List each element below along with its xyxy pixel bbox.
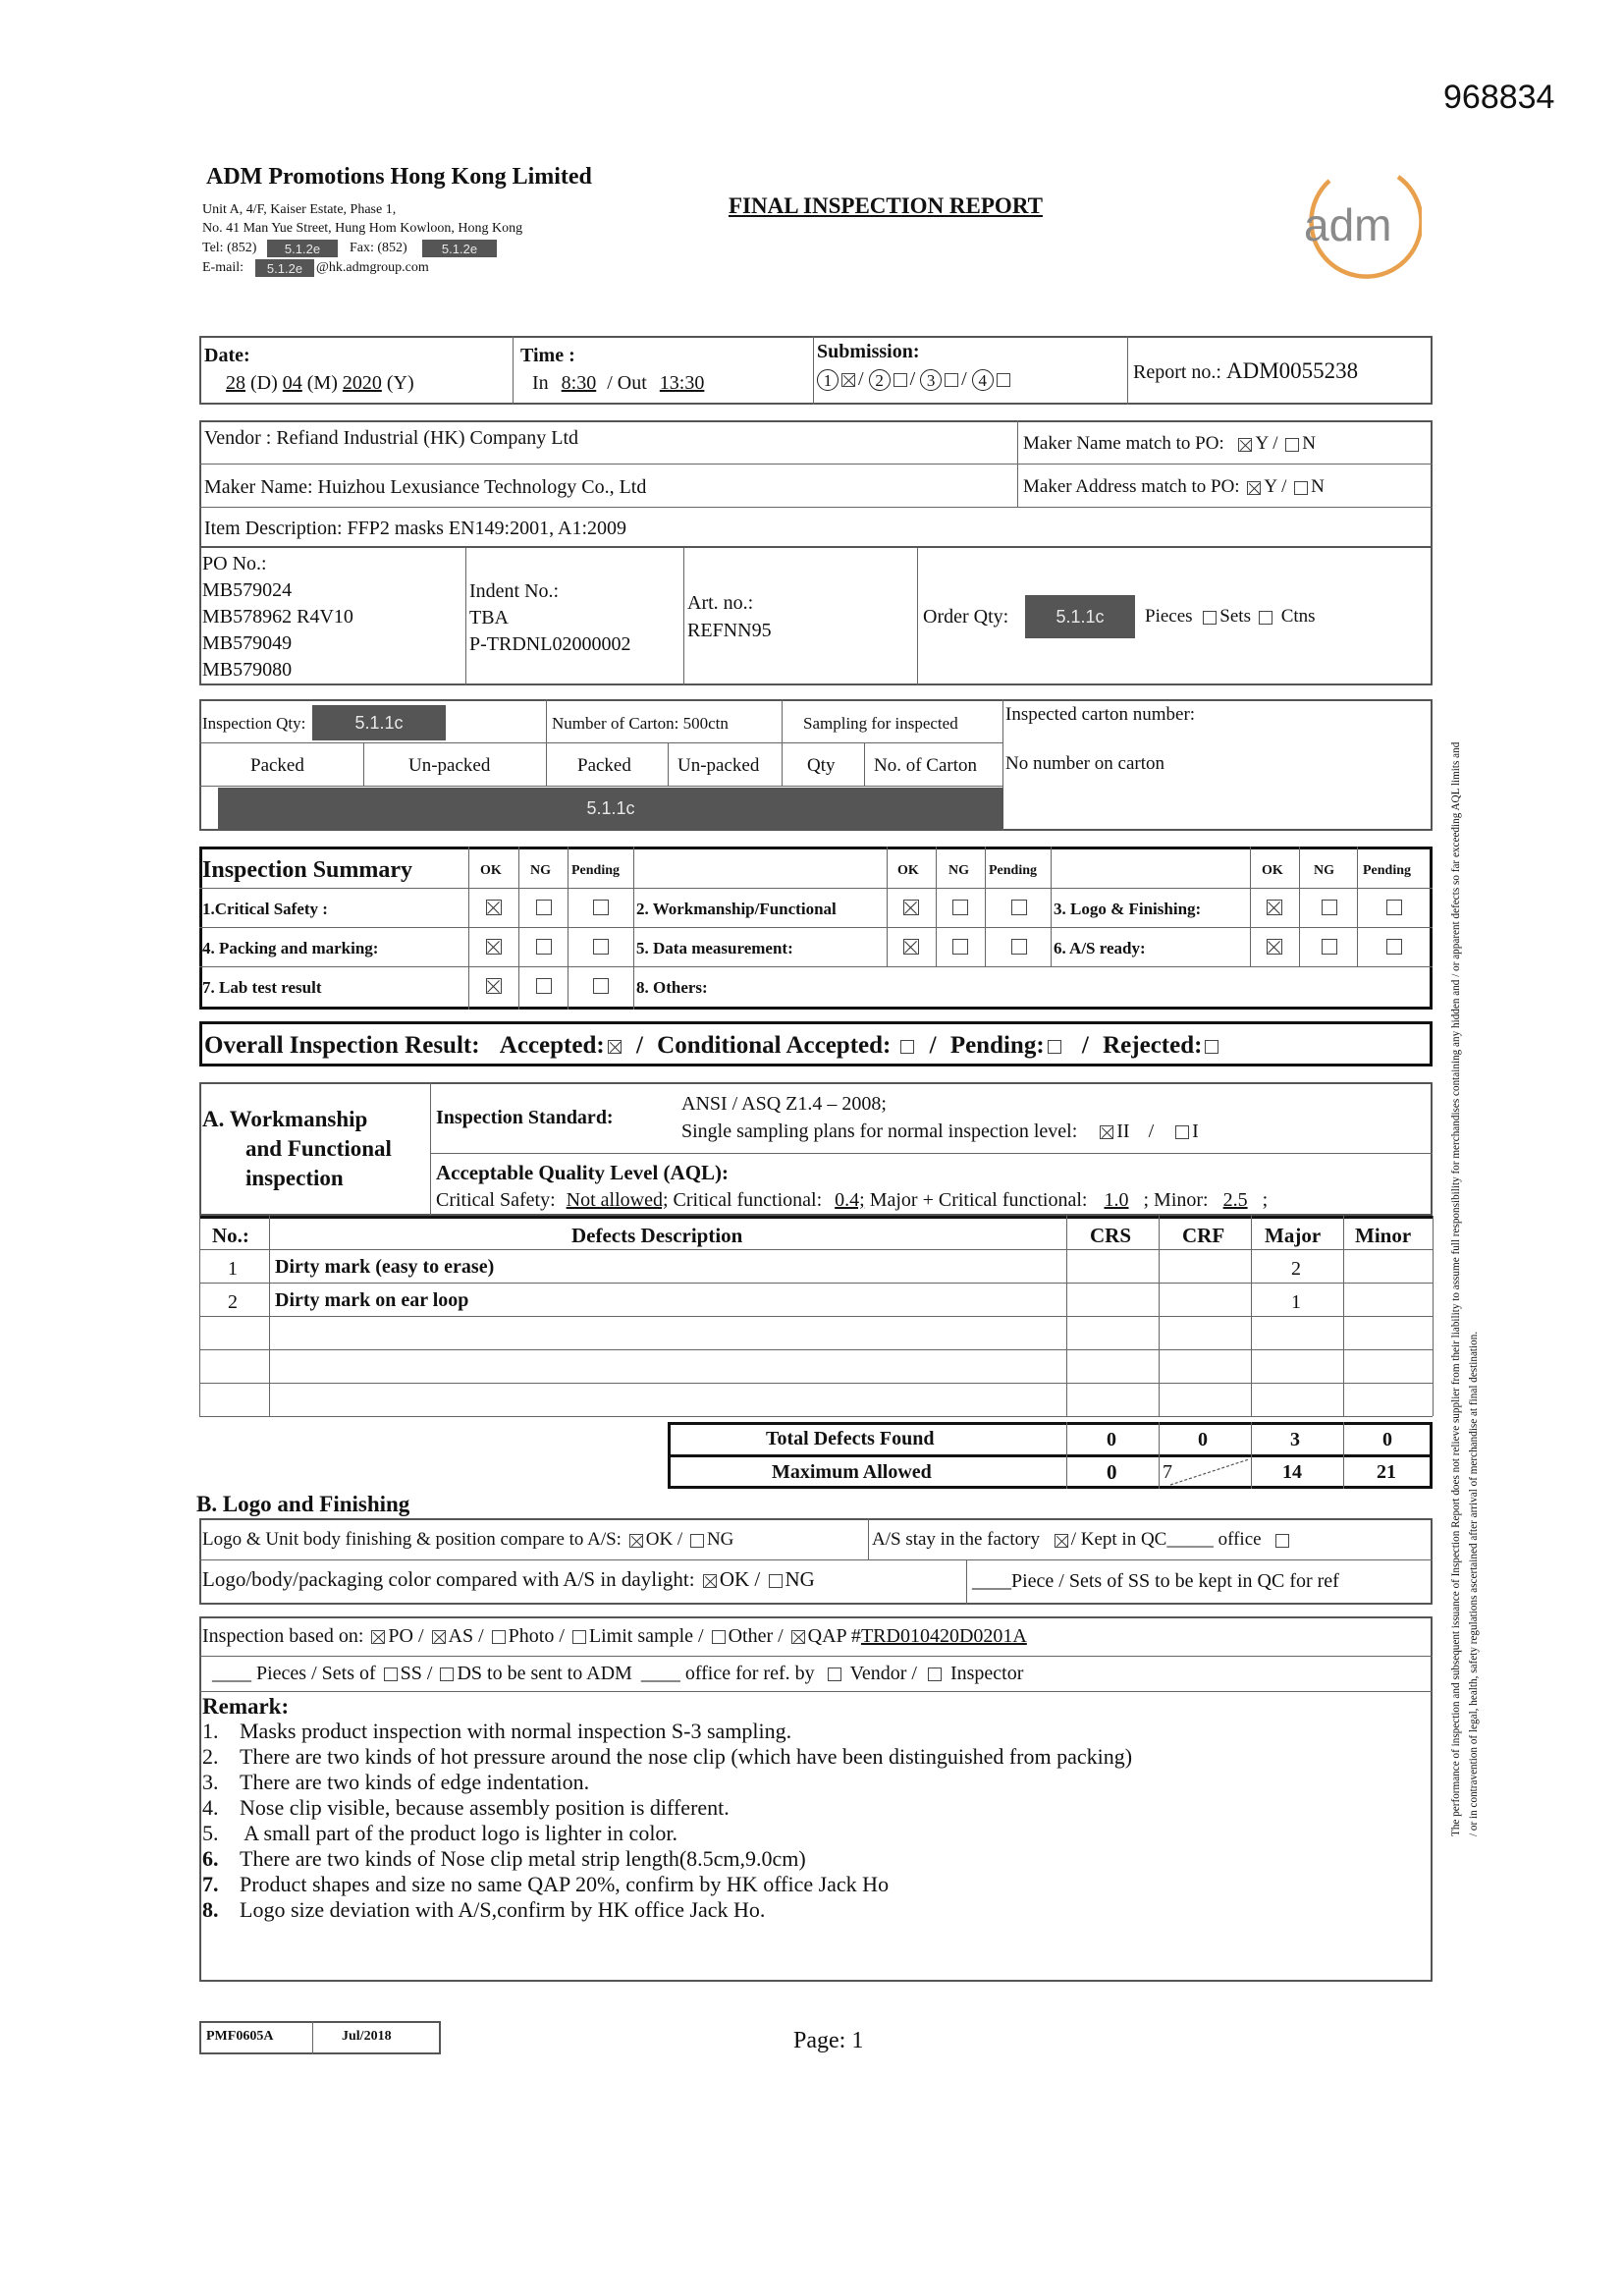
- aql-cf-value: 0.4;: [835, 1189, 865, 1211]
- maker-name-match-label: Maker Name match to PO:: [1023, 433, 1224, 454]
- sets-checkbox[interactable]: [1203, 611, 1217, 625]
- conditional-label: Conditional Accepted:: [657, 1032, 892, 1059]
- aql-cf-label: Critical functional:: [673, 1189, 823, 1211]
- ctns-label: Ctns: [1280, 606, 1316, 627]
- submission-4-icon: 4: [972, 369, 994, 391]
- form-code: PMF0605A: [206, 2029, 274, 2044]
- pieces-line-b: ____ office for ref. by: [640, 1663, 815, 1684]
- packing-ok-checkbox[interactable]: [486, 939, 502, 955]
- remark-text: A small part of the product logo is lighter in color.: [240, 1821, 678, 1845]
- date-value: [226, 373, 414, 393]
- defects-header-major: Major: [1265, 1224, 1322, 1247]
- max-crf: 7: [1163, 1461, 1172, 1483]
- list-item: [202, 1848, 806, 1870]
- remark-number: 1.: [202, 1719, 219, 1743]
- remark-text: Product shapes and size no same QAP 20%, confirm by HK office Jack Ho: [240, 1872, 890, 1896]
- indent-label: Indent No.:: [469, 580, 560, 602]
- maker-label: Maker Name:: [204, 476, 313, 498]
- po-value-3: MB579049: [202, 632, 293, 654]
- based-limit-label: Limit sample /: [588, 1625, 704, 1647]
- submission-options: [817, 369, 1013, 391]
- lab-ok-checkbox[interactable]: [486, 978, 502, 994]
- sets-label: Sets: [1219, 606, 1251, 627]
- data-pending-checkbox[interactable]: [1011, 939, 1027, 955]
- list-item: [202, 1874, 889, 1895]
- overall-label: Overall Inspection Result:: [204, 1032, 480, 1059]
- sep: /: [635, 1032, 643, 1059]
- remark-text: Logo size deviation with A/S,confirm by HK office Jack Ho.: [240, 1897, 766, 1922]
- defects-header-crf: CRF: [1182, 1224, 1225, 1247]
- summary-ng-2: NG: [948, 863, 969, 878]
- defects-header-no: No.:: [212, 1224, 249, 1247]
- logo-ng-checkbox[interactable]: [1322, 900, 1337, 915]
- summary-pending-2: Pending: [989, 863, 1038, 878]
- time-out-label: / Out: [607, 372, 647, 394]
- ss-kept-row: ____Piece / Sets of SS to be kept in QC for ref: [972, 1570, 1339, 1592]
- based-qap-label: QAP #: [807, 1625, 861, 1647]
- submission-3-checkbox[interactable]: [945, 373, 958, 387]
- pieces-label: Pieces: [1145, 606, 1193, 627]
- adm-logo-text: adm: [1304, 199, 1392, 250]
- aql-major-value: 1.0: [1104, 1189, 1129, 1211]
- defect-desc: Dirty mark (easy to erase): [275, 1256, 495, 1278]
- level-i-label: I: [1192, 1121, 1199, 1142]
- inspection-based-label: Inspection based on:: [202, 1625, 364, 1647]
- company-tel-label: Tel: (852): [202, 241, 257, 255]
- aql-major-label: Major + Critical functional:: [869, 1189, 1088, 1211]
- max-major: 14: [1282, 1461, 1302, 1483]
- row1-ng-label: NG: [706, 1529, 734, 1550]
- section-a-title-1: A. Workmanship: [202, 1107, 368, 1131]
- overall-result: [204, 1033, 1221, 1058]
- order-qty-units: [1137, 607, 1316, 626]
- row2-left-label: Logo/body/packaging color compared with A/S in daylight:: [202, 1567, 695, 1591]
- company-address-2: No. 41 Man Yue Street, Hung Hom Kowloon, Hong Kong: [202, 221, 523, 236]
- row1-left-label: Logo & Unit body finishing & position compare to A/S:: [202, 1529, 622, 1550]
- summary-item-lab: 7. Lab test result: [202, 978, 322, 997]
- data-ng-checkbox[interactable]: [952, 939, 968, 955]
- date-day: 28: [226, 372, 245, 394]
- side-note-line-2: / or in contravention of legal, health, safety regulations ascertained after arrival of merchandise at final destination.: [1468, 1331, 1480, 1836]
- ctns-checkbox[interactable]: [1259, 611, 1272, 625]
- submission-2-checkbox[interactable]: [893, 373, 907, 387]
- po-label: PO No.:: [202, 553, 267, 574]
- inspection-standard-line1: ANSI / ASQ Z1.4 – 2008;: [681, 1093, 887, 1115]
- indent-value-2: P-TRDNL02000002: [469, 633, 631, 655]
- based-qap-value: TRD010420D0201A: [860, 1625, 1027, 1647]
- item-label: Item Description:: [204, 518, 343, 539]
- summary-item-workmanship: 2. Workmanship/Functional: [636, 900, 837, 918]
- based-photo-checkbox[interactable]: [492, 1630, 506, 1644]
- as-ok-checkbox[interactable]: [1267, 939, 1282, 955]
- side-note-line-1: The performance of inspection and subsequent issuance of Inspection Report does not relieve supplier from their liability to assume full responsibility for merchandises containing any hidden and / or apparent defects so far exceeding AQL limits and: [1450, 741, 1462, 1836]
- packing-ng-checkbox[interactable]: [536, 939, 552, 955]
- email-redaction: 5.1.2e: [255, 259, 314, 277]
- remark-title: Remark:: [202, 1694, 290, 1719]
- remark-number: 4.: [202, 1795, 219, 1820]
- submission-1-checkbox[interactable]: [841, 373, 855, 387]
- time-in-value: 8:30: [561, 372, 597, 394]
- company-address-1: Unit A, 4/F, Kaiser Estate, Phase 1,: [202, 202, 397, 217]
- form-date: Jul/2018: [342, 2029, 392, 2044]
- defects-header-crs: CRS: [1090, 1224, 1132, 1247]
- list-item: [202, 1797, 730, 1819]
- submission-1-icon: 1: [817, 369, 839, 391]
- pieces-line-a: ____ Pieces / Sets of: [212, 1663, 376, 1684]
- total-crf: 0: [1198, 1429, 1208, 1450]
- remark-number: 3.: [202, 1770, 219, 1794]
- by-inspector-label: Inspector: [949, 1663, 1024, 1684]
- company-name: ADM Promotions Hong Kong Limited: [206, 164, 592, 190]
- date-year: 2020: [342, 372, 382, 394]
- aql-crit-label: Critical Safety:: [436, 1189, 556, 1211]
- no-label: N: [1311, 476, 1325, 497]
- color-compare-row: [202, 1569, 815, 1590]
- maker-address-match-yes-checkbox[interactable]: [1247, 481, 1261, 495]
- maker-address-match-no-checkbox[interactable]: [1294, 481, 1308, 495]
- total-major: 3: [1290, 1429, 1300, 1450]
- based-other-checkbox[interactable]: [712, 1630, 726, 1644]
- based-limit-checkbox[interactable]: [572, 1630, 586, 1644]
- adm-logo: [1300, 163, 1422, 285]
- row2-ng-label: NG: [785, 1567, 815, 1591]
- inspection-qty-redaction: 5.1.1c: [312, 705, 446, 740]
- submission-2-icon: 2: [869, 369, 891, 391]
- inspection-standard-line2: [681, 1121, 1199, 1141]
- po-value-1: MB579024: [202, 579, 293, 601]
- summary-ng-1: NG: [530, 863, 551, 878]
- sampling-label: Sampling for inspected: [803, 714, 958, 733]
- rejected-checkbox[interactable]: [1205, 1040, 1218, 1054]
- summary-ok-1: OK: [480, 863, 502, 878]
- pending-label: Pending:: [949, 1032, 1045, 1059]
- report-title: FINAL INSPECTION REPORT: [729, 193, 1043, 218]
- summary-item-as: 6. A/S ready:: [1054, 939, 1146, 957]
- defect-no: 2: [228, 1291, 238, 1313]
- ss-checkbox[interactable]: [384, 1667, 398, 1681]
- based-po-checkbox[interactable]: [371, 1630, 385, 1644]
- item-value: FFP2 masks EN149:2001, A1:2009: [347, 518, 627, 539]
- list-item: [202, 1721, 791, 1742]
- summary-item-packing: 4. Packing and marking:: [202, 939, 379, 957]
- as-stay-checkbox[interactable]: [1055, 1534, 1068, 1548]
- defect-no: 1: [228, 1258, 238, 1280]
- aql-label: Acceptable Quality Level (AQL):: [436, 1161, 730, 1184]
- report-no-label: Report no.:: [1133, 361, 1221, 383]
- time-in-label: In: [532, 372, 549, 394]
- col-unpacked-1: Un-packed: [408, 755, 491, 776]
- time-out-value: 13:30: [659, 372, 705, 394]
- as-stay-row: [872, 1530, 1292, 1549]
- po-value-4: MB579080: [202, 659, 293, 681]
- time-label: Time :: [520, 345, 575, 366]
- remark-text: There are two kinds of hot pressure around the nose clip (which have been distinguished from packing): [240, 1744, 1133, 1769]
- kept-in-qc-checkbox[interactable]: [1275, 1534, 1289, 1548]
- list-item: [202, 1746, 1132, 1768]
- summary-pending-1: Pending: [571, 863, 621, 878]
- critical-pending-checkbox[interactable]: [593, 900, 609, 915]
- summary-ok-3: OK: [1262, 863, 1283, 878]
- lab-ng-checkbox[interactable]: [536, 978, 552, 994]
- po-value-2: MB578962 R4V10: [202, 606, 353, 628]
- date-month: 04: [282, 372, 302, 394]
- remark-text: There are two kinds of Nose clip metal strip length(8.5cm,9.0cm): [240, 1846, 806, 1871]
- summary-title: Inspection Summary: [202, 857, 413, 883]
- submission-label: Submission:: [817, 341, 920, 362]
- maker: [204, 477, 646, 497]
- inspection-detail-redaction: 5.1.1c: [218, 788, 1003, 829]
- remark-text: Masks product inspection with normal inspection S-3 sampling.: [240, 1719, 792, 1743]
- list-item: [202, 1823, 677, 1844]
- no-label: N: [1302, 433, 1317, 454]
- standard-line2-text: Single sampling plans for normal inspection level:: [681, 1121, 1078, 1142]
- ds-label: DS to be sent to ADM: [457, 1663, 632, 1684]
- defect-major: 1: [1291, 1291, 1301, 1313]
- row1-ng-checkbox[interactable]: [690, 1534, 704, 1548]
- lab-pending-checkbox[interactable]: [593, 978, 609, 994]
- section-a-title-2: and Functional: [245, 1136, 392, 1161]
- workmanship-ng-checkbox[interactable]: [952, 900, 968, 915]
- by-vendor-label: Vendor /: [849, 1663, 917, 1684]
- art-value: REFNN95: [687, 620, 772, 641]
- maker-name-match-yes-checkbox[interactable]: [1238, 438, 1252, 452]
- section-a-title-3: inspection: [245, 1166, 344, 1190]
- remark-number: 7.: [202, 1872, 219, 1896]
- indent-value-1: TBA: [469, 607, 509, 629]
- aql-crit-value: Not allowed;: [566, 1189, 669, 1211]
- workmanship-pending-checkbox[interactable]: [1011, 900, 1027, 915]
- row1-ok-checkbox[interactable]: [629, 1534, 643, 1548]
- level-i-checkbox[interactable]: [1175, 1125, 1189, 1139]
- based-other-label: Other /: [728, 1625, 784, 1647]
- date-y: (Y): [386, 372, 414, 394]
- summary-ok-2: OK: [897, 863, 919, 878]
- summary-ng-3: NG: [1314, 863, 1334, 878]
- row2-ok-label: OK /: [719, 1567, 761, 1591]
- submission-3-icon: 3: [920, 369, 942, 391]
- defect-major: 2: [1291, 1258, 1301, 1280]
- aql-end: ;: [1262, 1189, 1269, 1211]
- inspection-based-row: [202, 1626, 1027, 1646]
- remark-text: There are two kinds of edge indentation.: [240, 1770, 590, 1794]
- level-ii-label: II: [1116, 1121, 1130, 1142]
- level-ii-checkbox[interactable]: [1100, 1125, 1113, 1139]
- critical-ok-checkbox[interactable]: [486, 900, 502, 915]
- accepted-label: Accepted:: [499, 1032, 605, 1059]
- maker-address-match: [1023, 477, 1325, 496]
- aql-minor-label: ; Minor:: [1143, 1189, 1209, 1211]
- sep: /: [929, 1032, 937, 1059]
- company-fax-label: Fax: (852): [350, 241, 407, 255]
- defects-header-minor: Minor: [1355, 1224, 1412, 1247]
- yes-label: Y /: [1255, 433, 1278, 454]
- conditional-checkbox[interactable]: [900, 1040, 914, 1054]
- sep: /: [909, 368, 916, 390]
- data-ok-checkbox[interactable]: [903, 939, 919, 955]
- ss-label: SS /: [400, 1663, 433, 1684]
- based-photo-label: Photo /: [508, 1625, 565, 1647]
- max-crs: 0: [1107, 1460, 1117, 1484]
- report-no: [1133, 359, 1358, 382]
- order-qty-redaction: 5.1.1c: [1025, 595, 1135, 638]
- fax-redaction: 5.1.2e: [422, 240, 497, 257]
- ds-checkbox[interactable]: [440, 1667, 454, 1681]
- workmanship-ok-checkbox[interactable]: [903, 900, 919, 915]
- max-allowed-label: Maximum Allowed: [772, 1461, 932, 1483]
- aql-line: [436, 1190, 1268, 1210]
- yes-label: Y /: [1264, 476, 1287, 497]
- col-qty: Qty: [807, 755, 836, 776]
- col-no-of-carton: No. of Carton: [874, 755, 978, 776]
- col-unpacked-2: Un-packed: [677, 755, 760, 776]
- inspected-carton-value: No number on carton: [1005, 753, 1164, 774]
- pieces-sent-row: [212, 1664, 1023, 1683]
- aql-minor-value: 2.5: [1222, 1189, 1248, 1211]
- art-label: Art. no.:: [687, 592, 754, 614]
- order-qty-label: Order Qty:: [923, 606, 1009, 628]
- document-number: 968834: [1443, 79, 1555, 116]
- based-as-label: AS /: [448, 1625, 484, 1647]
- date-label: Date:: [204, 345, 250, 366]
- vendor-value: Refiand Industrial (HK) Company Ltd: [276, 427, 579, 449]
- accepted-checkbox[interactable]: [608, 1040, 622, 1054]
- col-packed-2: Packed: [577, 755, 631, 776]
- max-crf-slash-icon: [1164, 1457, 1251, 1487]
- total-defects-label: Total Defects Found: [766, 1428, 935, 1449]
- by-inspector-checkbox[interactable]: [928, 1667, 942, 1681]
- as-ng-checkbox[interactable]: [1322, 939, 1337, 955]
- summary-item-logo: 3. Logo & Finishing:: [1054, 900, 1202, 918]
- sep: /: [1081, 1032, 1089, 1059]
- logo-finishing-row: [202, 1530, 733, 1549]
- maker-name-match: [1023, 434, 1316, 453]
- date-m: (M): [306, 372, 338, 394]
- remark-number: 5.: [202, 1821, 219, 1845]
- sep: /: [1148, 1121, 1155, 1142]
- date-d: (D): [250, 372, 278, 394]
- vendor: [204, 428, 578, 448]
- summary-item-data: 5. Data measurement:: [636, 939, 793, 957]
- summary-pending-3: Pending: [1363, 863, 1412, 878]
- sep: /: [961, 368, 967, 390]
- item-description: [204, 519, 626, 538]
- remark-number: 8.: [202, 1897, 219, 1922]
- logo-ok-checkbox[interactable]: [1267, 900, 1282, 915]
- total-crs: 0: [1107, 1429, 1116, 1450]
- carton-count: Number of Carton: 500ctn: [552, 714, 729, 733]
- logo-pending-checkbox[interactable]: [1386, 900, 1402, 915]
- section-b-title: B. Logo and Finishing: [196, 1492, 410, 1516]
- total-minor: 0: [1382, 1429, 1392, 1450]
- summary-item-others: 8. Others:: [636, 978, 708, 997]
- list-item: [202, 1899, 765, 1921]
- company-email-label: E-mail:: [202, 260, 244, 275]
- sep: /: [858, 368, 864, 390]
- based-qap-checkbox[interactable]: [791, 1630, 805, 1644]
- remark-number: 6.: [202, 1846, 219, 1871]
- based-po-label: PO /: [388, 1625, 424, 1647]
- col-packed-1: Packed: [250, 755, 304, 776]
- company-email-domain: @hk.admgroup.com: [316, 260, 429, 275]
- time-value: [532, 373, 704, 393]
- critical-ng-checkbox[interactable]: [536, 900, 552, 915]
- remark-text: Nose clip visible, because assembly position is different.: [240, 1795, 730, 1820]
- page-number: Page: 1: [793, 2028, 864, 2053]
- submission-4-checkbox[interactable]: [997, 373, 1010, 387]
- maker-address-match-label: Maker Address match to PO:: [1023, 476, 1240, 497]
- defect-desc: Dirty mark on ear loop: [275, 1289, 469, 1311]
- packing-pending-checkbox[interactable]: [593, 939, 609, 955]
- row2-ng-checkbox[interactable]: [769, 1574, 783, 1588]
- kept-in-qc-label: / Kept in QC_____ office: [1070, 1529, 1262, 1550]
- by-vendor-checkbox[interactable]: [828, 1667, 841, 1681]
- as-pending-checkbox[interactable]: [1386, 939, 1402, 955]
- vendor-label: Vendor :: [204, 427, 272, 449]
- defects-header-desc: Defects Description: [571, 1224, 743, 1247]
- list-item: [202, 1772, 589, 1793]
- tel-redaction: 5.1.2e: [267, 240, 338, 257]
- row2-ok-checkbox[interactable]: [703, 1574, 717, 1588]
- report-no-value: ADM0055238: [1226, 358, 1359, 383]
- inspection-qty-label: Inspection Qty:: [202, 714, 306, 733]
- maker-name-match-no-checkbox[interactable]: [1285, 438, 1299, 452]
- max-minor: 21: [1377, 1461, 1396, 1483]
- as-stay-label: A/S stay in the factory: [872, 1529, 1040, 1550]
- summary-item-critical: 1.Critical Safety :: [202, 900, 328, 918]
- inspection-standard-label: Inspection Standard:: [436, 1107, 614, 1128]
- based-as-checkbox[interactable]: [432, 1630, 446, 1644]
- pending-checkbox[interactable]: [1048, 1040, 1061, 1054]
- maker-value: Huizhou Lexusiance Technology Co., Ltd: [317, 476, 647, 498]
- remark-number: 2.: [202, 1744, 219, 1769]
- inspected-carton-label: Inspected carton number:: [1005, 704, 1196, 725]
- row1-ok-label: OK /: [645, 1529, 683, 1550]
- rejected-label: Rejected:: [1103, 1032, 1203, 1059]
